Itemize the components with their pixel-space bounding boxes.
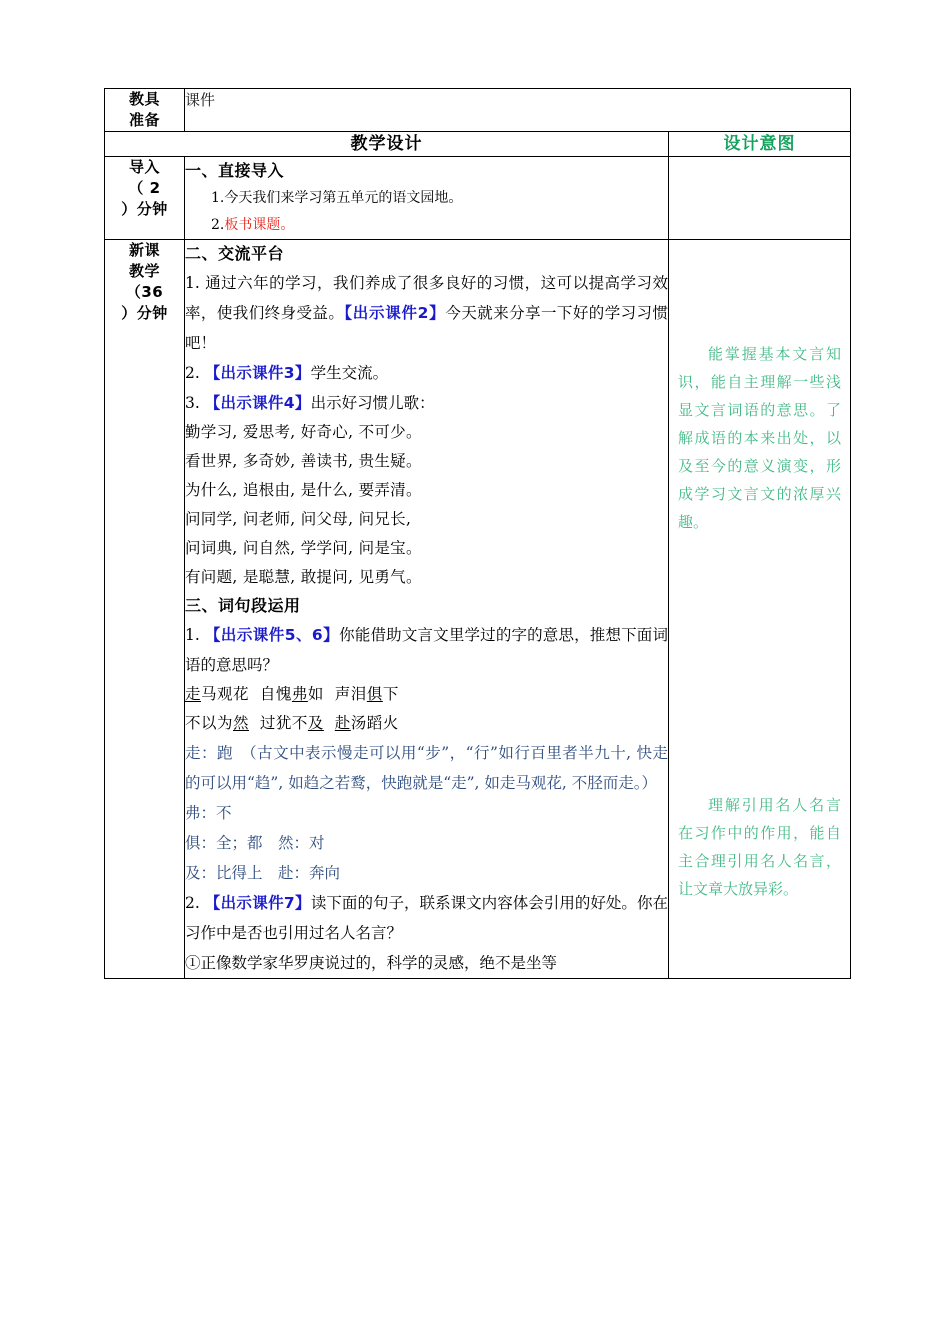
idiom-line-2 [185, 709, 668, 738]
section-title-exchange-platform: 二、交流平台 [185, 244, 285, 263]
label-line: （ 2 [128, 179, 161, 197]
label-line: ）分钟 [121, 304, 168, 322]
paragraph-1-text-b: 今天就来分享一下好的学习习惯吧！ [185, 304, 668, 352]
courseware-cue-2: 【出示课件2】 [344, 304, 446, 322]
table-row-introduction [105, 157, 851, 240]
row-label-teaching-aids [105, 89, 185, 132]
gloss-ju-ran: 俱：全；都 然：对 [185, 834, 325, 852]
table-row-new-lesson [105, 240, 851, 979]
paragraph-5-text: 读下面的句子，联系课文内容体会引用的好处。你在习作中是否也引用过名人名言？ [185, 894, 668, 942]
paragraph-3-index: 3. [185, 394, 200, 412]
teaching-aids-value: 课件 [185, 89, 851, 132]
paragraph-2-index: 2. [185, 364, 200, 382]
gloss-zou: 走：跑 （古文中表示慢走可以用“步”，“行”如行百里者半九十, 快走的可以用“趋”, 如趋之若鹜，快跑就是“走”, 如走马观花, 不胫而走。） [185, 744, 668, 792]
paragraph-1-text-a: 通过六年的学习，我们养成了很多良好的习惯，这可以提高学习效率，使我们终身受益。 [185, 274, 668, 322]
introduction-intent [669, 157, 851, 240]
poem-line: 看世界, 多奇妙, 善读书, 贵生疑。 [185, 452, 422, 470]
idiom-rest: 马观花 [201, 685, 250, 703]
idiom-pre: 声泪 [334, 685, 367, 703]
paragraph-4 [185, 620, 668, 680]
row-label-new-lesson [105, 240, 185, 979]
courseware-cue-5-6: 【出示课件5、6】 [204, 626, 340, 644]
poem-line: 问同学, 问老师, 问父母, 问兄长, [185, 510, 412, 528]
idiom-item [260, 685, 324, 703]
idiom-item [335, 714, 399, 732]
label-line: 教学 [128, 262, 160, 280]
idiom-pre: 不以为 [185, 714, 234, 732]
paragraph-3-text: 出示好习惯儿歌： [310, 394, 435, 412]
new-lesson-content [185, 240, 669, 979]
paragraph-4-text: 你能借助文言文里学过的字的意思，推想下面词语的意思吗？ [185, 626, 668, 674]
idiom-key-char: 走 [185, 685, 202, 703]
paragraph-6-quote-example: ①正像数学家华罗庚说过的，科学的灵感，绝不是坐等 [185, 954, 558, 972]
idiom-rest: 下 [382, 685, 399, 703]
introduction-item-1: 1.今天我们来学习第五单元的语文园地。 [211, 190, 463, 206]
intent-paragraph-2: 理解引用名人名言在习作中的作用，能自主合理引用名人名言，让文章大放异彩。 [678, 796, 842, 898]
new-lesson-intent [669, 240, 851, 979]
idiom-item [185, 714, 249, 732]
paragraph-5-index: 2. [185, 894, 200, 912]
paragraph-3 [185, 388, 668, 418]
introduction-item-2-text: 板书课题。 [224, 217, 295, 233]
idiom-rest: 如 [307, 685, 324, 703]
idiom-pre: 过犹不 [259, 714, 308, 732]
idiom-item [335, 685, 399, 703]
courseware-cue-3: 【出示课件3】 [204, 364, 311, 382]
courseware-cue-7: 【出示课件7】 [204, 894, 311, 912]
idiom-pre: 自愧 [259, 685, 292, 703]
row-label-introduction [105, 157, 185, 240]
intent-spacer-middle [669, 536, 850, 791]
paragraph-4-index: 1. [185, 626, 200, 644]
introduction-item-2-index: 2. [211, 217, 225, 233]
paragraph-1-index: 1. [185, 274, 200, 292]
header-intent: 设计意图 [669, 132, 851, 157]
idiom-item [185, 685, 249, 703]
header-design: 教学设计 [105, 132, 669, 157]
idiom-key-char: 弗 [291, 685, 308, 703]
paragraph-2-text: 学生交流。 [310, 364, 389, 382]
gloss-ji-fu: 及：比得上 赴：奔向 [185, 864, 341, 882]
gloss-fu: 弗：不 [185, 804, 232, 822]
label-line: 导入 [128, 158, 160, 176]
table-row-section-headers [105, 132, 851, 157]
section-title-word-usage: 三、词句段运用 [185, 596, 301, 615]
courseware-cue-4: 【出示课件4】 [204, 394, 311, 412]
idiom-key-char: 俱 [366, 685, 383, 703]
label-line: 准备 [128, 111, 160, 129]
table-row-teaching-aids [105, 89, 851, 132]
intent-spacer-top [669, 240, 850, 340]
label-line: 新课 [128, 241, 160, 259]
introduction-item-2 [185, 212, 668, 239]
introduction-section-title: 一、直接导入 [185, 161, 285, 180]
idiom-key-char: 然 [233, 714, 250, 732]
paragraph-1 [185, 268, 668, 358]
intent-paragraph-1: 能掌握基本文言知识，能自主理解一些浅显文言词语的意思。了解成语的本来出处，以及至今的意义演变，形成学习文言文的浓厚兴趣。 [678, 345, 842, 531]
paragraph-5 [185, 888, 668, 948]
poem-line: 勤学习, 爱思考, 好奇心, 不可少。 [185, 423, 422, 441]
poem-line: 为什么, 追根由, 是什么, 要弄清。 [185, 481, 422, 499]
poem-line: 问词典, 问自然, 学学问, 问是宝。 [185, 539, 422, 557]
idiom-line-1 [185, 680, 668, 709]
idiom-key-char: 及 [307, 714, 324, 732]
idiom-key-char: 赴 [334, 714, 351, 732]
lesson-plan-table [104, 88, 851, 979]
poem-line: 有问题, 是聪慧, 敢提问, 见勇气。 [185, 568, 422, 586]
label-line: （36 [125, 283, 164, 301]
introduction-content [185, 157, 669, 240]
label-line: ）分钟 [121, 200, 168, 218]
paragraph-2 [185, 358, 668, 388]
label-line: 教具 [128, 90, 160, 108]
idiom-item [260, 714, 324, 732]
idiom-rest: 汤蹈火 [350, 714, 399, 732]
